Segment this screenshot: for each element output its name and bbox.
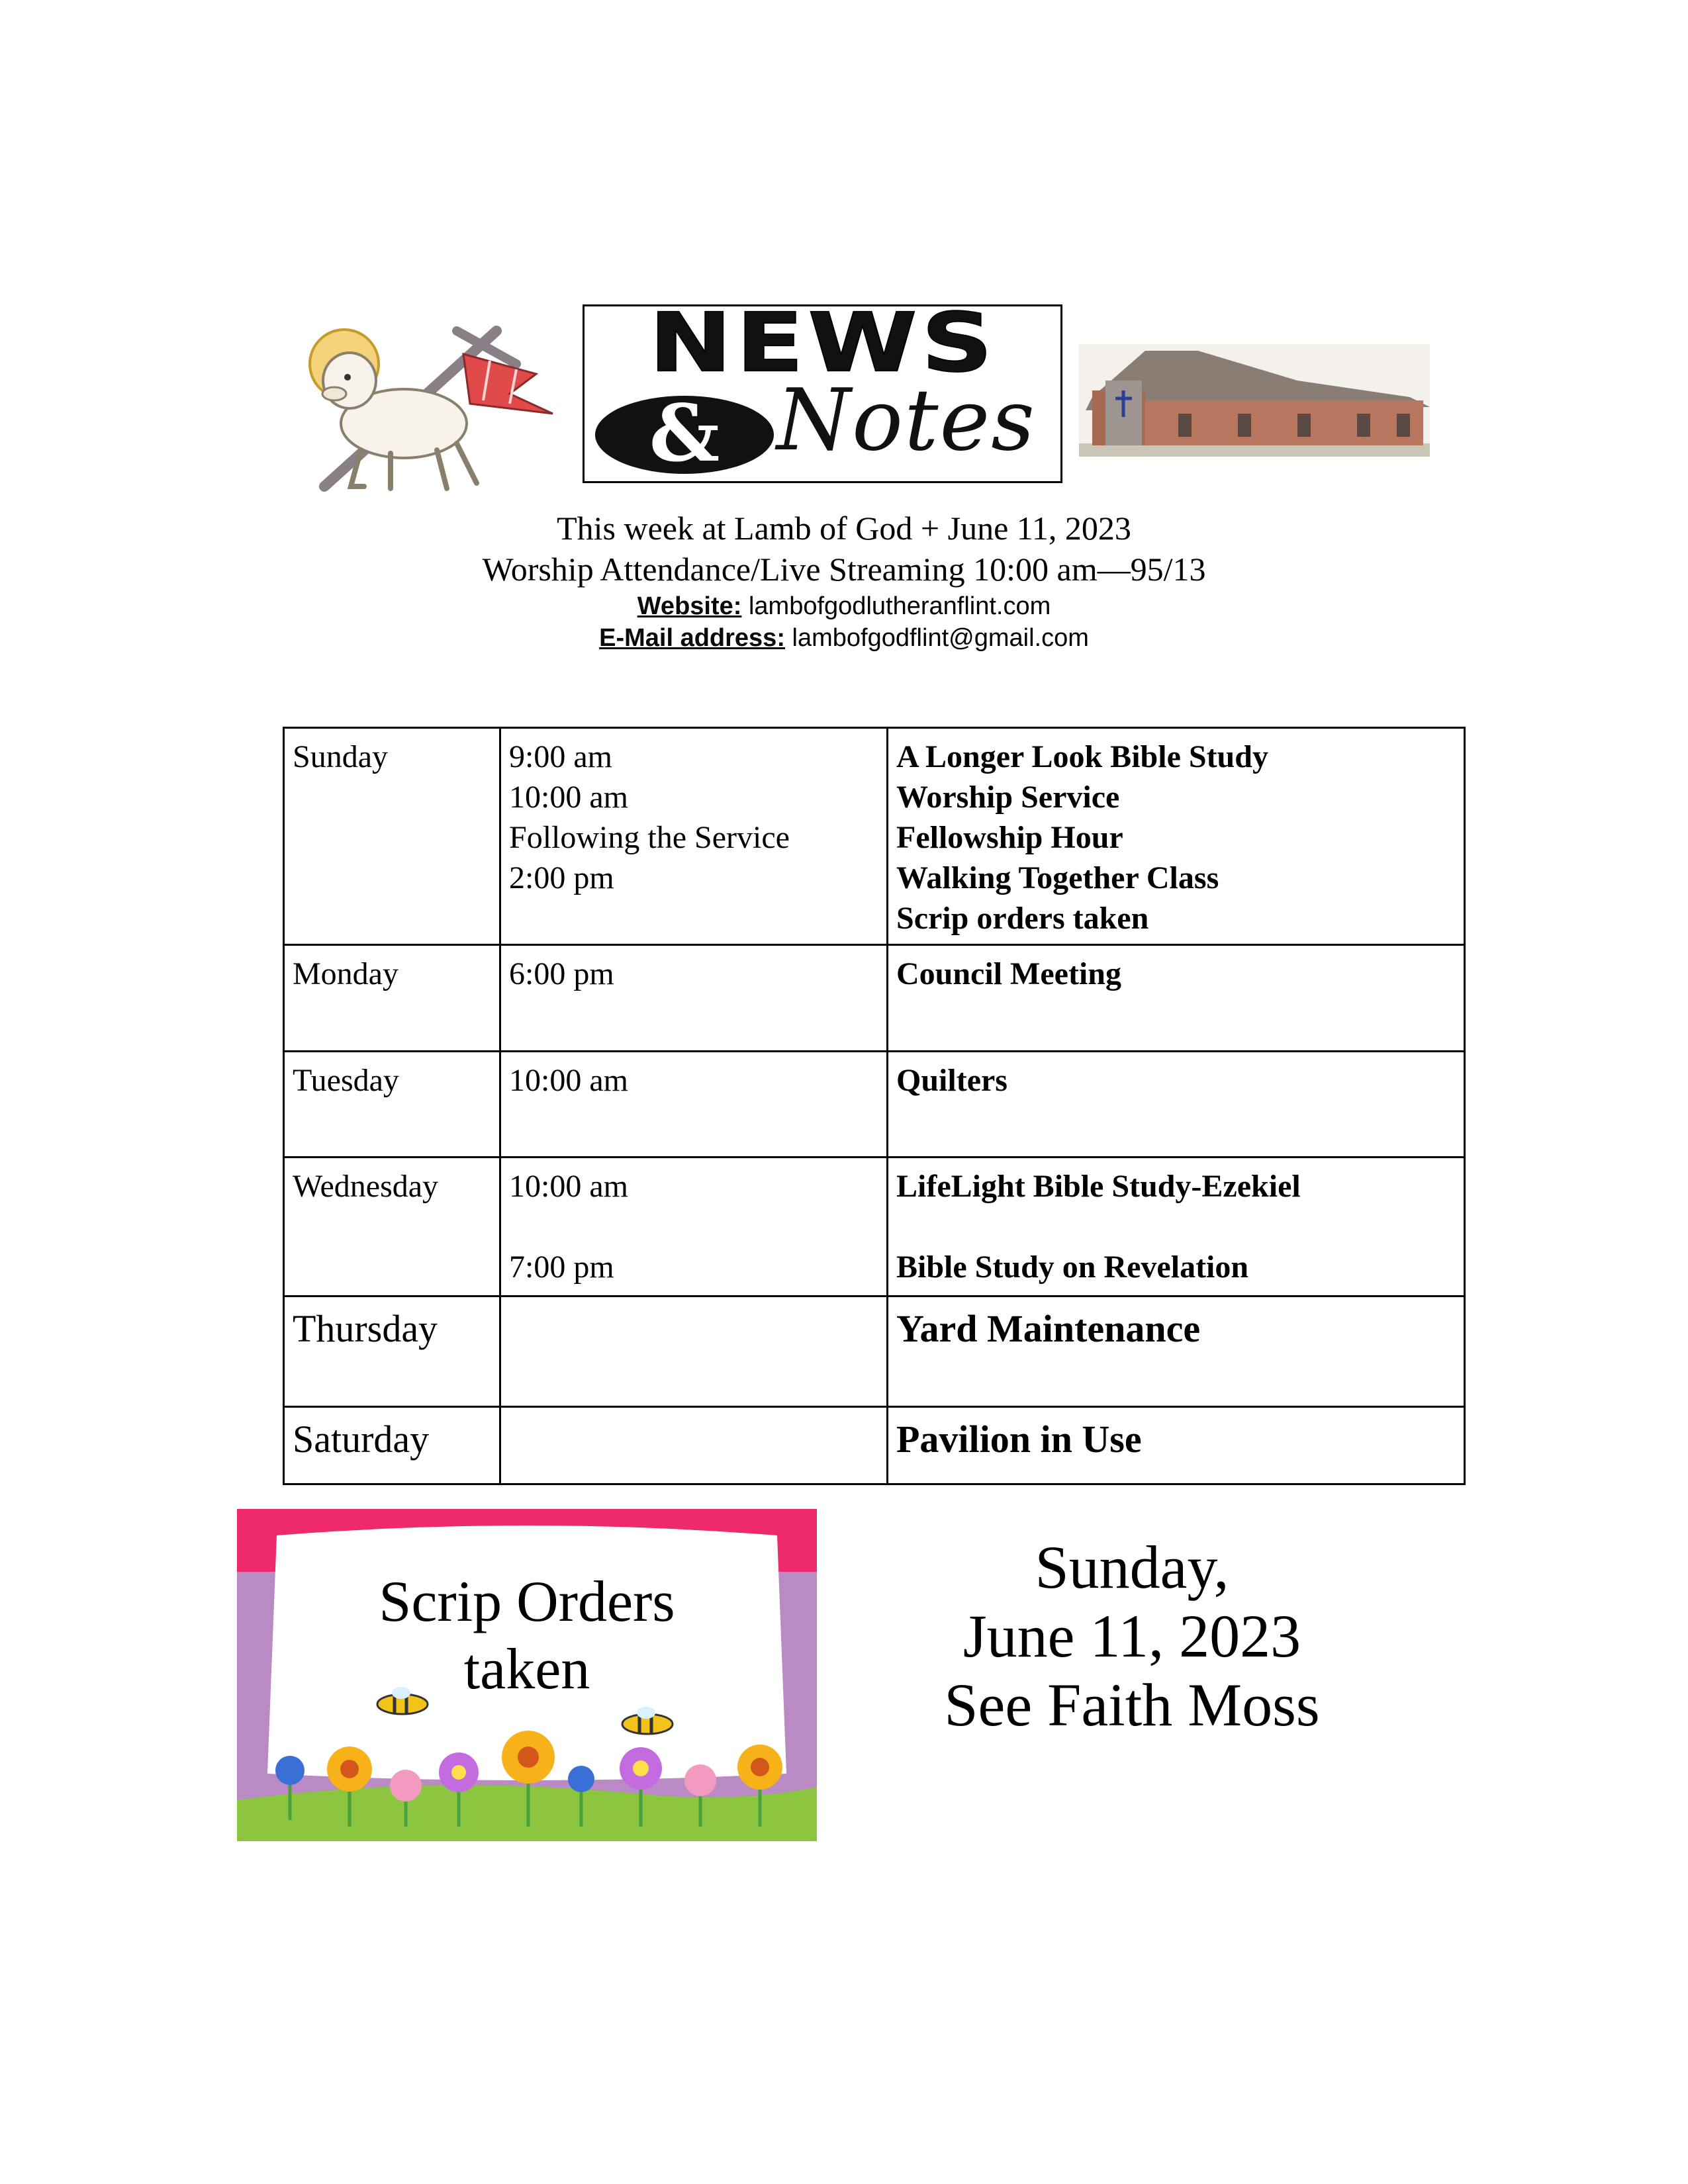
event-cell (888, 1297, 1465, 1407)
headline-date: This week at Lamb of God + June 11, 2023 (557, 510, 1131, 547)
scrip-orders-banner (237, 1509, 817, 1841)
note-line-1: Sunday, (1035, 1533, 1229, 1601)
event-text: Walking Together Class (896, 860, 1219, 895)
time-spacer (509, 1206, 878, 1247)
email-value: lambofgodflint@gmail.com (792, 624, 1089, 652)
table-row (284, 1052, 1465, 1158)
news-logo-word: NEWS (649, 296, 997, 390)
day-cell: Wednesday (284, 1158, 500, 1297)
event-text: A Longer Look Bible Study (896, 739, 1268, 774)
event-text: LifeLight Bible Study-Ezekiel (896, 1169, 1301, 1204)
email-label: E-Mail address: (599, 624, 785, 652)
event-cell (888, 728, 1465, 945)
event-cell (888, 1052, 1465, 1158)
table-row (284, 1158, 1465, 1297)
notes-logo-word: Notes (776, 371, 1036, 470)
event-text: Scrip orders taken (896, 901, 1149, 936)
time-cell (500, 945, 888, 1052)
event-text: Worship Service (896, 780, 1120, 815)
worship-attendance: Worship Attendance/Live Streaming 10:00 am—95/13 (482, 551, 1206, 588)
time-text: 9:00 am (509, 739, 612, 774)
ampersand-glyph: & (649, 387, 720, 479)
event-cell (888, 1407, 1465, 1484)
day-cell: Saturday (284, 1407, 500, 1484)
email-line (0, 622, 1688, 654)
time-text: 10:00 am (509, 1169, 628, 1204)
ampersand-oval (595, 387, 774, 479)
weekly-schedule-table (283, 727, 1466, 1485)
table-row (284, 1407, 1465, 1484)
event-text: Quilters (896, 1063, 1008, 1098)
scrip-line-2: taken (463, 1637, 590, 1702)
time-text: Following the Service (509, 820, 790, 855)
event-text: Bible Study on Revelation (896, 1250, 1249, 1285)
time-text: 7:00 pm (509, 1250, 614, 1285)
event-cell (888, 1158, 1465, 1297)
time-text: 6:00 pm (509, 956, 614, 991)
time-cell (500, 1407, 888, 1484)
table-row (284, 945, 1465, 1052)
website-line (0, 590, 1688, 622)
scrip-orders-text (237, 1569, 817, 1704)
news-and-notes-logo (583, 296, 1062, 483)
day-cell: Thursday (284, 1297, 500, 1407)
time-text: 10:00 am (509, 780, 628, 815)
scrip-contact-note (887, 1533, 1377, 1739)
event-cell (888, 945, 1465, 1052)
event-text: Fellowship Hour (896, 820, 1123, 855)
event-text: Pavilion in Use (896, 1418, 1142, 1461)
time-text: 2:00 pm (509, 860, 614, 895)
scrip-line-1: Scrip Orders (379, 1570, 675, 1634)
church-building-photo (1079, 344, 1430, 457)
website-label: Website: (637, 592, 742, 620)
time-cell (500, 728, 888, 945)
day-cell: Tuesday (284, 1052, 500, 1158)
website-value: lambofgodlutheranflint.com (748, 592, 1051, 620)
time-cell (500, 1297, 888, 1407)
table-row (284, 1297, 1465, 1407)
day-cell: Monday (284, 945, 500, 1052)
day-cell: Sunday (284, 728, 500, 945)
lamb-of-god-emblem (298, 318, 563, 496)
table-row (284, 728, 1465, 945)
event-text: Council Meeting (896, 956, 1121, 991)
time-cell (500, 1052, 888, 1158)
event-text: Yard Maintenance (896, 1307, 1201, 1350)
note-line-2: June 11, 2023 (962, 1602, 1301, 1670)
time-text: 10:00 am (509, 1063, 628, 1098)
event-spacer (896, 1206, 1456, 1247)
note-line-3: See Faith Moss (944, 1671, 1320, 1739)
time-cell (500, 1158, 888, 1297)
